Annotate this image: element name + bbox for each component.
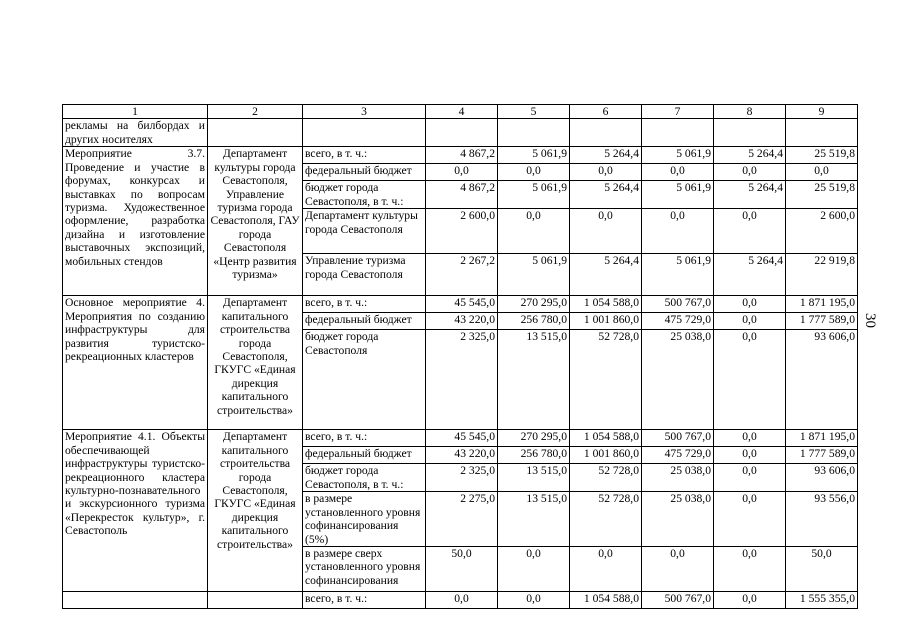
amount-cell: 0,0	[642, 547, 714, 592]
amount-cell: 0,0	[498, 547, 570, 592]
empty-cell	[208, 119, 303, 147]
empty-cell	[63, 592, 208, 609]
amount-cell: 25 519,8	[786, 147, 858, 164]
amount-cell: 1 555 355,0	[786, 592, 858, 609]
amount-cell: 45 545,0	[426, 430, 498, 447]
amount-cell: 0,0	[714, 164, 786, 181]
amount-cell: 0,0	[498, 209, 570, 254]
amount-cell: 256 780,0	[498, 313, 570, 330]
amount-cell: 0,0	[426, 592, 498, 609]
amount-cell: 93 606,0	[786, 464, 858, 492]
amount-cell: 2 267,2	[426, 254, 498, 296]
amount-cell: 93 606,0	[786, 330, 858, 430]
amount-cell: 0,0	[714, 464, 786, 492]
table-row	[63, 147, 858, 164]
amount-cell: 5 264,4	[714, 147, 786, 164]
amount-cell: 0,0	[714, 209, 786, 254]
funding-source: всего, в т. ч.:	[303, 592, 426, 609]
activity-name: Основное мероприятие 4. Мероприятия по созданию инфраструктуры для развития туристско-рекреационных кластеров	[63, 296, 208, 430]
amount-cell: 4 867,2	[426, 181, 498, 209]
executor: Департамент культуры города Севастополя, Управление туризма города Севастополя, ГАУ города Севастополя «Центр развития туризма»	[208, 147, 303, 296]
funding-source: бюджет города Севастополя	[303, 330, 426, 430]
amount-cell: 1 777 589,0	[786, 447, 858, 464]
amount-cell: 1 001 860,0	[570, 447, 642, 464]
amount-cell: 22 919,8	[786, 254, 858, 296]
amount-cell: 5 061,9	[498, 254, 570, 296]
amount-cell: 52 728,0	[570, 492, 642, 547]
amount-cell: 2 600,0	[426, 209, 498, 254]
activity-name: рекламы на билбордах и других носителях	[63, 119, 208, 147]
amount-cell: 1 054 588,0	[570, 296, 642, 313]
empty-cell	[642, 119, 714, 147]
amount-cell: 5 264,4	[714, 254, 786, 296]
amount-cell: 1 871 195,0	[786, 430, 858, 447]
header-cell: 1	[63, 105, 208, 119]
empty-cell	[208, 592, 303, 609]
amount-cell: 0,0	[714, 447, 786, 464]
page-number: 30	[862, 313, 878, 328]
amount-cell: 0,0	[498, 592, 570, 609]
amount-cell: 270 295,0	[498, 296, 570, 313]
amount-cell: 2 325,0	[426, 464, 498, 492]
amount-cell: 5 061,9	[642, 147, 714, 164]
funding-source: всего, в т. ч.:	[303, 430, 426, 447]
funding-source: Управление туризма города Севастополя	[303, 254, 426, 296]
amount-cell: 0,0	[642, 209, 714, 254]
amount-cell: 500 767,0	[642, 430, 714, 447]
amount-cell: 93 556,0	[786, 492, 858, 547]
funding-source: в размере установленного уровня софинансирования (5%)	[303, 492, 426, 547]
amount-cell: 5 264,4	[570, 147, 642, 164]
table-row	[63, 296, 858, 313]
executor: Департамент капитального строительства города Севастополя, ГКУГС «Единая дирекция капитального строительства»	[208, 430, 303, 592]
amount-cell: 2 600,0	[786, 209, 858, 254]
activity-name: Мероприятие 3.7. Проведение и участие в форумах, конкурсах и выставках по вопросам туризма. Художественное оформление, разработка дизайна и изготовление выставочных экспозиций, мобильных стендов	[63, 147, 208, 296]
empty-cell	[303, 119, 426, 147]
amount-cell: 43 220,0	[426, 313, 498, 330]
amount-cell: 0,0	[714, 296, 786, 313]
empty-cell	[570, 119, 642, 147]
budget-table	[62, 104, 858, 609]
amount-cell: 4 867,2	[426, 147, 498, 164]
activity-name: Мероприятие 4.1. Объекты обеспечивающей инфраструктуры туристско-рекреационного кластера культурно-познавательного и экскурсионного туризма «Перекресток культур», г. Севастополь	[63, 430, 208, 592]
amount-cell: 0,0	[786, 164, 858, 181]
amount-cell: 0,0	[426, 164, 498, 181]
amount-cell: 45 545,0	[426, 296, 498, 313]
amount-cell: 500 767,0	[642, 296, 714, 313]
amount-cell: 500 767,0	[642, 592, 714, 609]
amount-cell: 0,0	[498, 164, 570, 181]
amount-cell: 25 038,0	[642, 492, 714, 547]
header-cell: 2	[208, 105, 303, 119]
header-row	[63, 105, 858, 119]
amount-cell: 13 515,0	[498, 492, 570, 547]
amount-cell: 5 061,9	[642, 254, 714, 296]
amount-cell: 13 515,0	[498, 464, 570, 492]
header-cell: 6	[570, 105, 642, 119]
header-cell: 9	[786, 105, 858, 119]
amount-cell: 475 729,0	[642, 313, 714, 330]
amount-cell: 0,0	[714, 547, 786, 592]
funding-source: федеральный бюджет	[303, 447, 426, 464]
amount-cell: 0,0	[570, 164, 642, 181]
amount-cell: 0,0	[714, 492, 786, 547]
table-row	[63, 592, 858, 609]
amount-cell: 2 275,0	[426, 492, 498, 547]
amount-cell: 2 325,0	[426, 330, 498, 430]
amount-cell: 0,0	[714, 330, 786, 430]
amount-cell: 0,0	[570, 209, 642, 254]
amount-cell: 1 054 588,0	[570, 592, 642, 609]
funding-source: федеральный бюджет	[303, 164, 426, 181]
header-cell: 3	[303, 105, 426, 119]
header-cell: 5	[498, 105, 570, 119]
amount-cell: 5 264,4	[714, 181, 786, 209]
funding-source: в размере сверх установленного уровня софинансирования	[303, 547, 426, 592]
table-row	[63, 119, 858, 147]
amount-cell: 0,0	[570, 547, 642, 592]
amount-cell: 25 038,0	[642, 330, 714, 430]
funding-source: всего, в т. ч.:	[303, 296, 426, 313]
amount-cell: 5 061,9	[498, 181, 570, 209]
amount-cell: 5 061,9	[498, 147, 570, 164]
amount-cell: 43 220,0	[426, 447, 498, 464]
funding-source: бюджет города Севастополя, в т. ч.:	[303, 464, 426, 492]
amount-cell: 25 519,8	[786, 181, 858, 209]
amount-cell: 13 515,0	[498, 330, 570, 430]
funding-source: бюджет города Севастополя, в т. ч.:	[303, 181, 426, 209]
amount-cell: 0,0	[714, 430, 786, 447]
amount-cell: 0,0	[642, 164, 714, 181]
amount-cell: 0,0	[714, 592, 786, 609]
amount-cell: 5 264,4	[570, 254, 642, 296]
empty-cell	[714, 119, 786, 147]
funding-source: всего, в т. ч.:	[303, 147, 426, 164]
amount-cell: 256 780,0	[498, 447, 570, 464]
amount-cell: 1 001 860,0	[570, 313, 642, 330]
header-cell: 8	[714, 105, 786, 119]
amount-cell: 1 054 588,0	[570, 430, 642, 447]
amount-cell: 5 061,9	[642, 181, 714, 209]
executor: Департамент капитального строительства города Севастополя, ГКУГС «Единая дирекция капитального строительства»	[208, 296, 303, 430]
empty-cell	[786, 119, 858, 147]
amount-cell: 50,0	[426, 547, 498, 592]
amount-cell: 25 038,0	[642, 464, 714, 492]
amount-cell: 270 295,0	[498, 430, 570, 447]
header-cell: 4	[426, 105, 498, 119]
amount-cell: 52 728,0	[570, 464, 642, 492]
amount-cell: 475 729,0	[642, 447, 714, 464]
funding-source: федеральный бюджет	[303, 313, 426, 330]
amount-cell: 1 777 589,0	[786, 313, 858, 330]
funding-source: Департамент культуры города Севастополя	[303, 209, 426, 254]
amount-cell: 52 728,0	[570, 330, 642, 430]
empty-cell	[498, 119, 570, 147]
amount-cell: 50,0	[786, 547, 858, 592]
amount-cell: 1 871 195,0	[786, 296, 858, 313]
amount-cell: 5 264,4	[570, 181, 642, 209]
amount-cell: 0,0	[714, 313, 786, 330]
empty-cell	[426, 119, 498, 147]
table-row	[63, 430, 858, 447]
header-cell: 7	[642, 105, 714, 119]
